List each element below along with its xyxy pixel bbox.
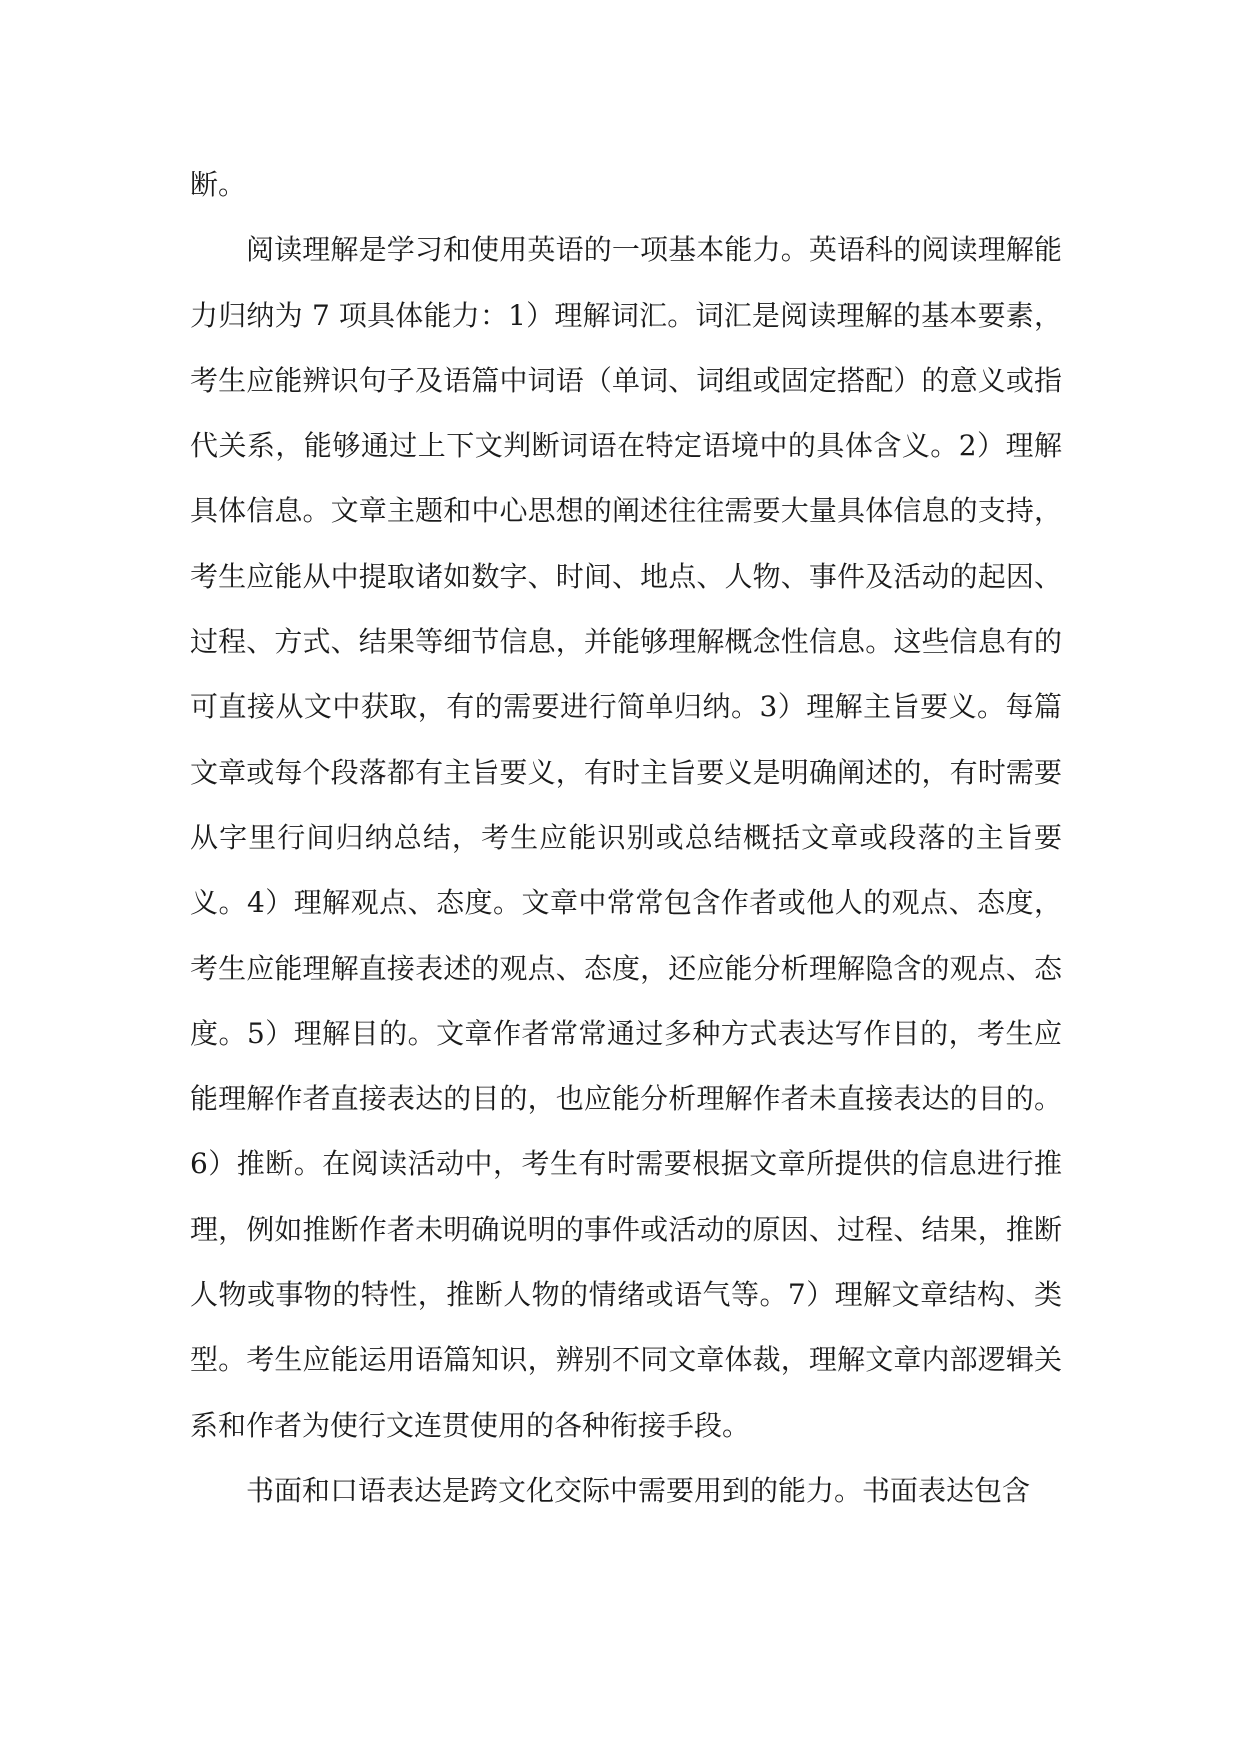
paragraph-reading-comprehension: 阅读理解是学习和使用英语的一项基本能力。英语科的阅读理解能力归纳为 7 项具体能力：1）理解词汇。词汇是阅读理解的基本要素，考生应能辨识句子及语篇中词语（单词、词组或固定搭配）的意义或指代关系，能够通过上下文判断词语在特定语境中的具体含义。2）理解具体信息。文章主题和中心思想的阐述往往需要大量具体信息的支持，考生应能从中提取诸如数字、时间、地点、人物、事件及活动的起因、过程、方式、结果等细节信息，并能够理解概念性信息。这些信息有的可直接从文中获取，有的需要进行简单归纳。3）理解主旨要义。每篇文章或每个段落都有主旨要义，有时主旨要义是明确阐述的，有时需要从字里行间归纳总结，考生应能识别或总结概括文章或段落的主旨要义。4）理解观点、态度。文章中常常包含作者或他人的观点、态度，考生应能理解直接表述的观点、态度，还应能分析理解隐含的观点、态度。5）理解目的。文章作者常常通过多种方式表达写作目的，考生应能理解作者直接表达的目的，也应能分析理解作者未直接表达的目的。6）推断。在阅读活动中，考生有时需要根据文章所提供的信息进行推理，例如推断作者未明确说明的事件或活动的原因、过程、结果，推断人物或事物的特性，推断人物的情绪或语气等。7）理解文章结构、类型。考生应能运用语篇知识，辨别不同文章体裁，理解文章内部逻辑关系和作者为使行文连贯使用的各种衔接手段。 — [190, 233, 1062, 1442]
body-text — [190, 152, 1062, 1523]
paragraph-expression: 书面和口语表达是跨文化交际中需要用到的能力。书面表达包含 — [246, 1473, 1031, 1507]
paragraph-continuation: 断。 — [190, 168, 247, 201]
